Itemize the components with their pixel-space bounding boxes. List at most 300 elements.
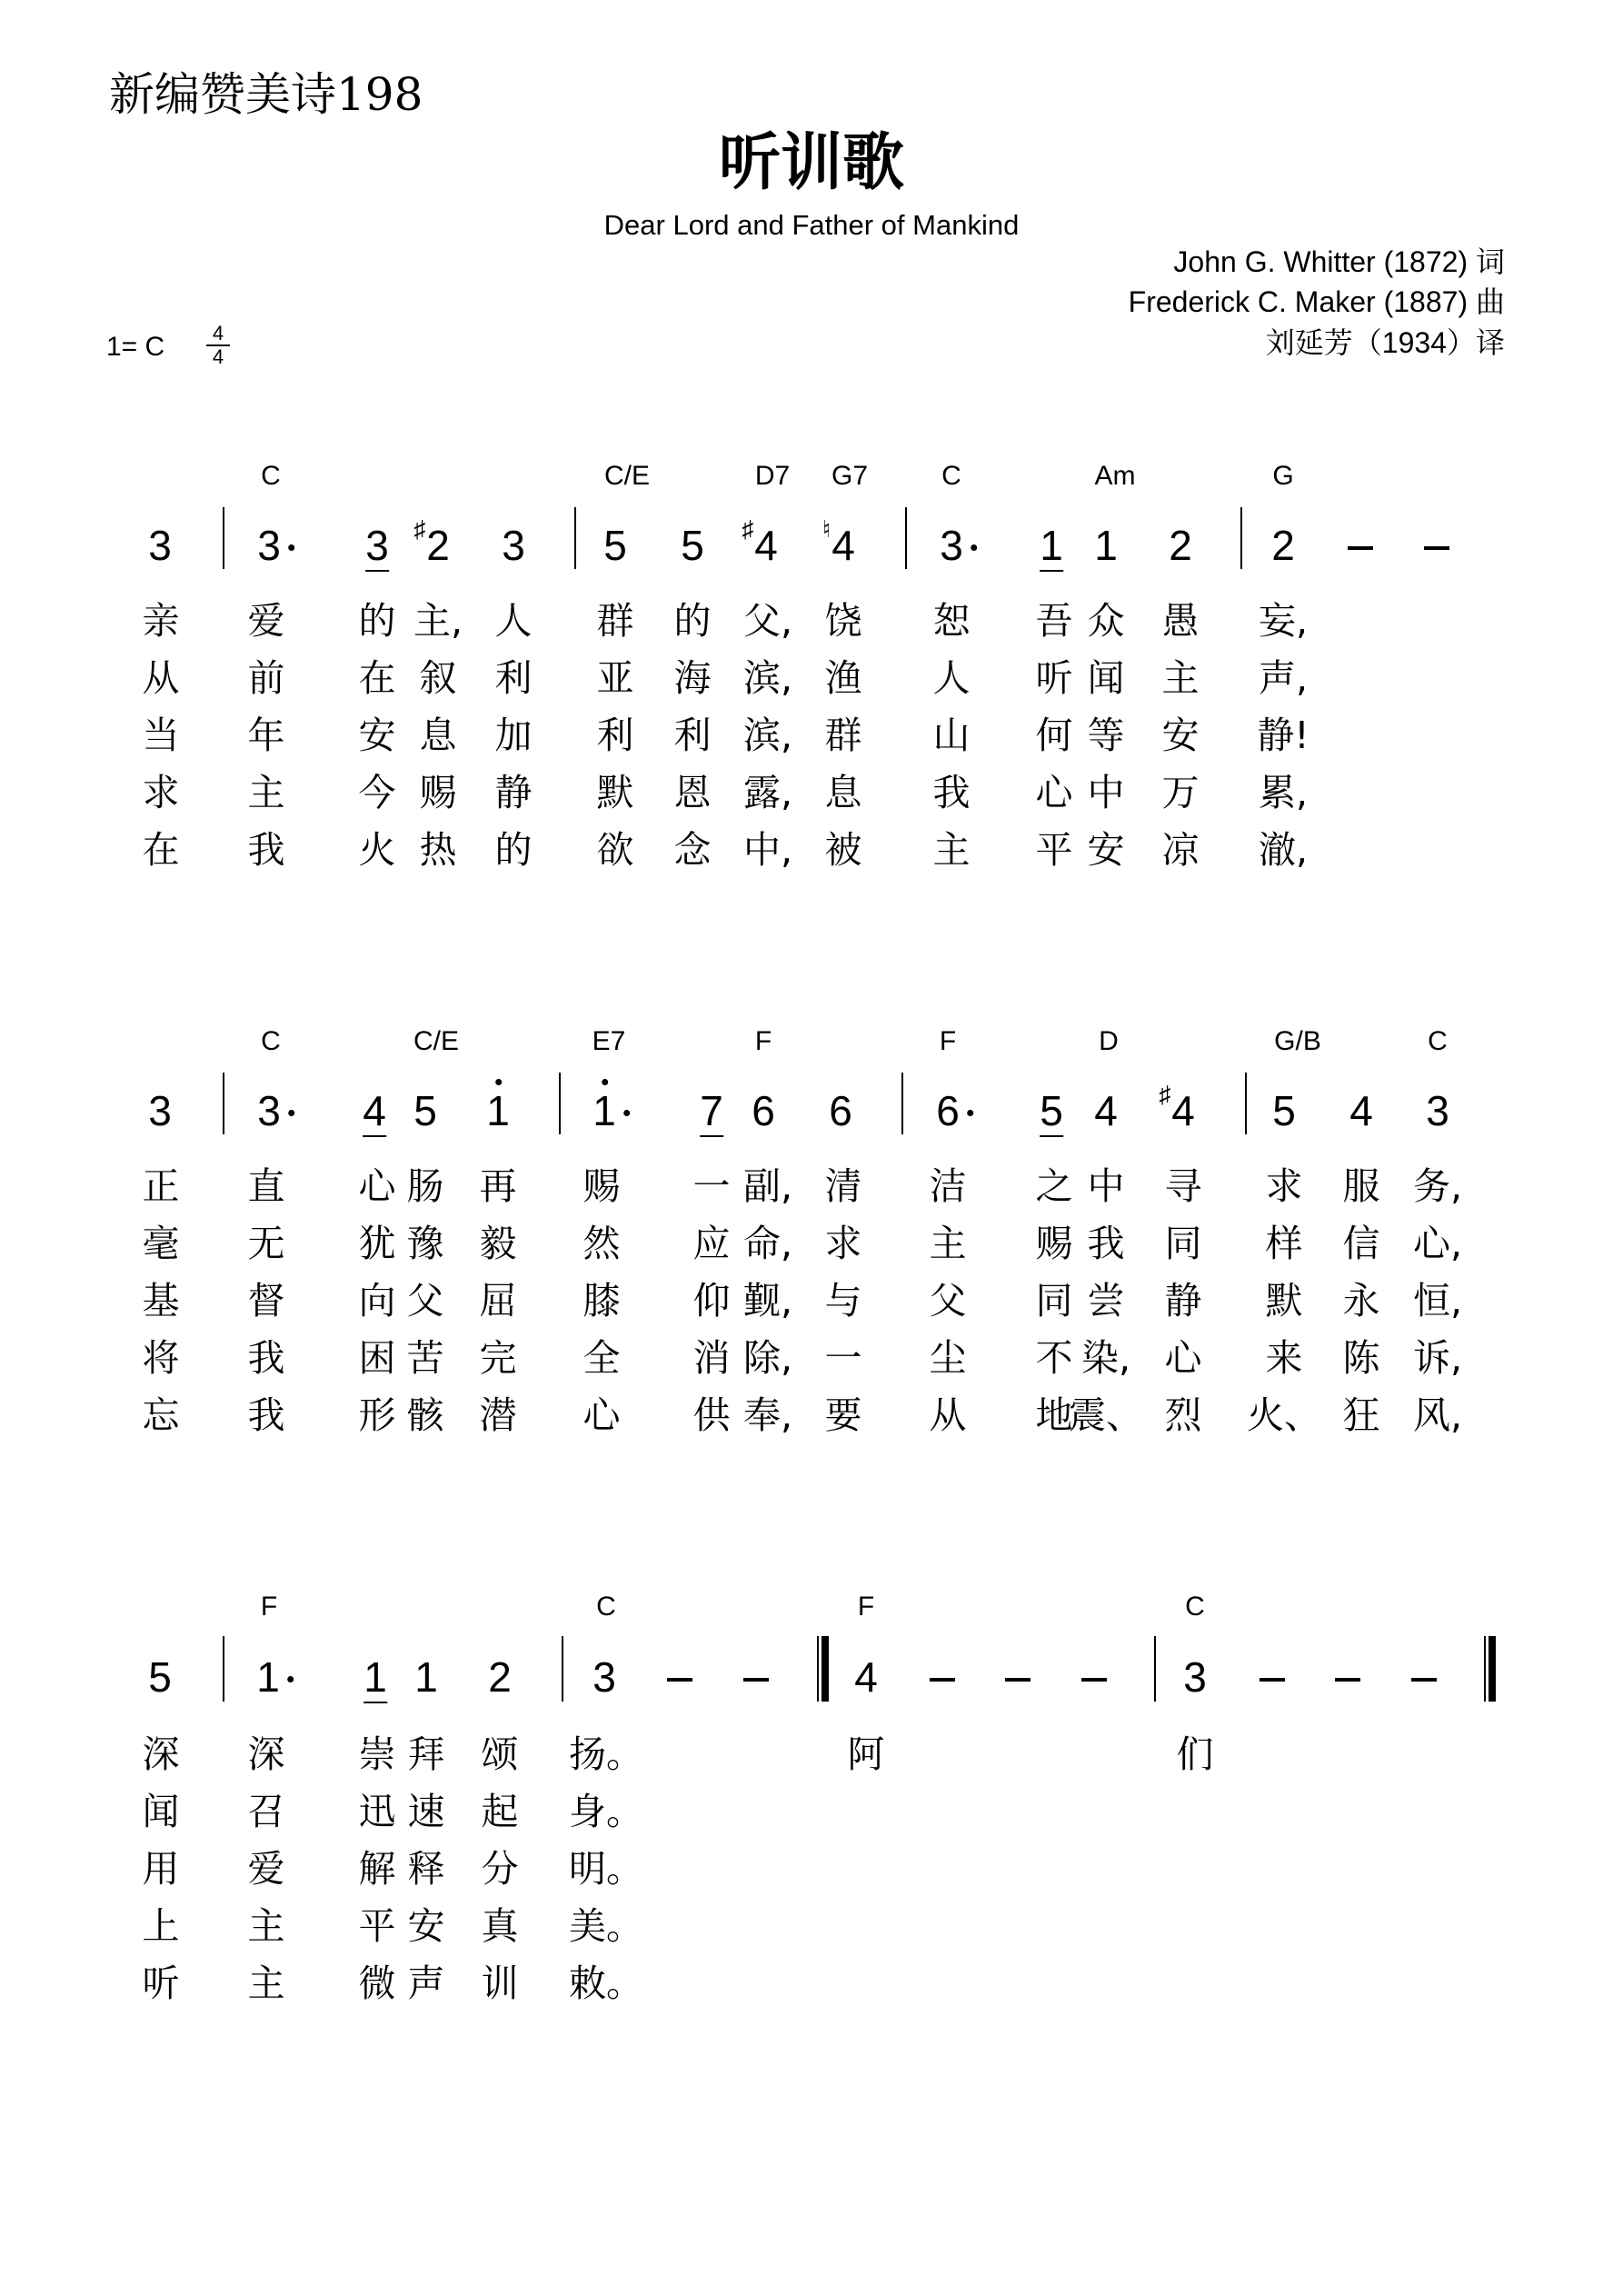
sharp-icon: ♯ (413, 515, 426, 543)
note-digit: 2 (1271, 522, 1295, 569)
lyric-syllable: 寻 (1164, 1164, 1202, 1208)
lyric-syllable: 父, (742, 599, 793, 643)
lyric-syllable: 的 (494, 828, 533, 872)
sharp-icon: ♯ (1159, 1081, 1171, 1108)
lyric-syllable: 风, (1412, 1393, 1463, 1437)
lyric-syllable: 人 (932, 656, 971, 700)
note (681, 523, 704, 568)
amen-syllable: 们 (1176, 1732, 1214, 1776)
lyric-syllable: 求 (824, 1222, 862, 1265)
barline (905, 507, 907, 569)
note (1183, 1654, 1207, 1700)
lyric-syllable: 一 (824, 1336, 862, 1380)
lyric-syllable: 速 (407, 1790, 445, 1833)
final-barline-thin (1484, 1636, 1486, 1702)
lyric-syllable: 听 (142, 1962, 180, 2005)
time-signature (206, 324, 230, 367)
lyric-syllable: 山 (932, 714, 971, 757)
note (414, 1654, 438, 1700)
lyric-syllable: 地 (1035, 1393, 1073, 1437)
barline (223, 507, 224, 569)
extension-dash (1335, 1678, 1360, 1682)
eighth-underline (363, 1135, 386, 1137)
lyric-syllable: 在 (142, 828, 180, 872)
extension-dash (1081, 1678, 1107, 1682)
lyric-syllable: 求 (1265, 1164, 1303, 1208)
natural-icon: ♮ (821, 515, 831, 543)
note (936, 1088, 960, 1133)
lyric-syllable: 我 (1087, 1222, 1125, 1265)
lyric-syllable: 滨, (742, 714, 793, 757)
lyric-syllable: 颂 (481, 1732, 519, 1776)
note-digit: 4 (1349, 1087, 1373, 1134)
lyric-syllable: 群 (596, 599, 634, 643)
note-digit: 5 (1272, 1087, 1296, 1134)
note-digit: 3 (365, 523, 389, 568)
lyric-syllable: 身。 (569, 1790, 643, 1833)
barline (574, 507, 576, 569)
note (829, 1088, 852, 1133)
lyric-syllable: 屈 (479, 1279, 517, 1323)
lyric-syllable: 从 (142, 656, 180, 700)
lyric-syllable: 尘 (929, 1336, 967, 1380)
lyric-syllable: 前 (247, 656, 285, 700)
lyric-syllable: 供 (692, 1393, 731, 1437)
lyric-syllable: 主 (932, 828, 971, 872)
lyric-syllable: 督 (247, 1279, 285, 1323)
sharp-icon: ♯ (742, 515, 754, 543)
lyric-syllable: 毫 (142, 1222, 180, 1265)
note-digit: 3 (1183, 1653, 1207, 1701)
note-digit: 3 (257, 523, 281, 568)
chord-symbol: F (754, 1026, 772, 1056)
lyric-syllable: 滨, (742, 656, 793, 700)
eighth-underline (1040, 570, 1063, 572)
note-digit: 3 (148, 522, 172, 569)
lyric-syllable: 主 (247, 1904, 285, 1948)
note-digit: 5 (603, 522, 627, 569)
lyric-syllable: 吾 (1035, 599, 1073, 643)
note (1094, 523, 1118, 568)
lyric-syllable: 永 (1342, 1279, 1380, 1323)
lyric-syllable: 赐 (419, 771, 457, 814)
lyric-syllable: 觐, (742, 1279, 793, 1323)
lyric-syllable: 愚 (1161, 599, 1200, 643)
lyric-syllable: 等 (1087, 714, 1125, 757)
lyric-syllable: 除, (742, 1336, 793, 1380)
note-digit: 3 (940, 523, 963, 568)
lyric-syllable: 然 (582, 1222, 621, 1265)
lyric-syllable: 尝 (1087, 1279, 1125, 1323)
chord-symbol: F (939, 1026, 957, 1056)
note (363, 1088, 386, 1133)
lyric-syllable: 明。 (569, 1847, 643, 1891)
lyric-syllable: 被 (824, 828, 862, 872)
note-digit: 1 (486, 1088, 510, 1133)
lyric-syllable: 年 (247, 714, 285, 757)
barline (223, 1636, 224, 1702)
lyric-syllable: 迅 (358, 1790, 396, 1833)
double-barline-thick (821, 1636, 829, 1702)
lyric-syllable: 诉, (1412, 1336, 1463, 1380)
note (603, 523, 627, 568)
lyric-syllable: 恕 (932, 599, 971, 643)
note (486, 1088, 510, 1133)
lyric-syllable: 静 (1164, 1279, 1202, 1323)
extension-dash (1348, 546, 1373, 550)
lyric-syllable: 狂 (1342, 1393, 1380, 1437)
augmentation-dot-icon (288, 1110, 294, 1116)
time-bottom: 4 (212, 345, 224, 368)
lyric-syllable: 用 (142, 1847, 180, 1891)
lyric-syllable: 膝 (582, 1279, 621, 1323)
note (700, 1088, 723, 1133)
extension-dash (743, 1678, 769, 1682)
note-digit: 1 (363, 1654, 387, 1700)
note (742, 515, 778, 569)
translator-credit: 刘延芳（1934）译 (1265, 326, 1505, 359)
lyric-syllable: 上 (142, 1904, 180, 1948)
lyric-syllable: 念 (673, 828, 712, 872)
barline (901, 1073, 903, 1134)
lyric-syllable: 心 (358, 1164, 396, 1208)
key-signature (106, 322, 224, 368)
lyric-syllable: 我 (247, 1393, 285, 1437)
note (1040, 1088, 1063, 1133)
note-digit: 1 (1094, 522, 1118, 569)
note (592, 1088, 616, 1133)
lyric-syllable: 样 (1265, 1222, 1303, 1265)
lyric-syllable: 利 (673, 714, 712, 757)
note (1272, 1088, 1296, 1133)
lyric-syllable: 中 (1087, 771, 1125, 814)
lyric-syllable: 务, (1412, 1164, 1463, 1208)
lyric-syllable: 染, (1080, 1336, 1131, 1380)
lyric-syllable: 心, (1412, 1222, 1463, 1265)
chord-symbol: Am (1094, 461, 1136, 491)
note-digit: 5 (148, 1653, 172, 1701)
lyric-syllable: 叙 (419, 656, 457, 700)
lyric-syllable: 从 (929, 1393, 967, 1437)
lyric-syllable: 的 (673, 599, 712, 643)
lyric-syllable: 声, (1258, 656, 1309, 700)
note (940, 523, 963, 568)
lyric-syllable: 潜 (479, 1393, 517, 1437)
note (1159, 1081, 1195, 1134)
double-barline-thin (817, 1636, 819, 1702)
lyric-syllable: 默 (1265, 1279, 1303, 1323)
lyric-syllable: 平 (358, 1904, 396, 1948)
lyric-syllable: 之 (1035, 1164, 1073, 1208)
lyric-syllable: 敕。 (569, 1962, 643, 2005)
chord-symbol: C/E (413, 1026, 460, 1056)
note (148, 1088, 172, 1133)
lyric-syllable: 声 (407, 1962, 445, 2005)
lyric-syllable: 来 (1265, 1336, 1303, 1380)
lyric-syllable: 将 (142, 1336, 180, 1380)
note-digit: 1 (256, 1654, 280, 1700)
lyric-syllable: 形 (358, 1393, 396, 1437)
lyric-syllable: 微 (358, 1962, 396, 2005)
lyric-syllable: 渔 (824, 656, 862, 700)
note (363, 1654, 387, 1700)
barline (1154, 1636, 1156, 1702)
octave-up-dot-icon (495, 1079, 502, 1085)
note-digit: 7 (700, 1088, 723, 1133)
chord-symbol: C (1428, 1026, 1448, 1056)
lyric-syllable: 正 (142, 1164, 180, 1208)
lyric-syllable: 犹 (358, 1222, 396, 1265)
lyric-syllable: 父 (929, 1279, 967, 1323)
note-digit: 4 ♮ (821, 515, 855, 569)
lyric-syllable: 心 (1164, 1336, 1202, 1380)
lyric-syllable: 我 (932, 771, 971, 814)
lyric-syllable: 服 (1342, 1164, 1380, 1208)
chord-symbol: F (857, 1592, 875, 1622)
lyric-syllable: 信 (1342, 1222, 1380, 1265)
lyric-syllable: 苦 (406, 1336, 444, 1380)
eighth-underline (1040, 1135, 1063, 1137)
chord-symbol: G/B (1274, 1026, 1321, 1056)
barline (1245, 1073, 1247, 1134)
lyric-syllable: 加 (494, 714, 533, 757)
lyric-syllable: 今 (358, 771, 396, 814)
note (148, 1654, 172, 1700)
note (257, 1088, 281, 1133)
lyric-syllable: 消 (692, 1336, 731, 1380)
lyric-syllable: 深 (247, 1732, 285, 1776)
lyric-syllable: 同 (1035, 1279, 1073, 1323)
lyric-syllable: 要 (824, 1393, 862, 1437)
lyric-syllable: 拜 (407, 1732, 445, 1776)
note-digit: 3 (592, 1653, 616, 1701)
lyric-syllable: 完 (479, 1336, 517, 1380)
lyric-syllable: 震、 (1069, 1393, 1143, 1437)
lyric-syllable: 向 (358, 1279, 396, 1323)
note-digit: 3 (148, 1087, 172, 1134)
lyric-syllable: 静! (1257, 714, 1309, 757)
lyric-syllable: 群 (824, 714, 862, 757)
lyric-syllable: 饶 (824, 599, 862, 643)
extension-dash (1411, 1678, 1437, 1682)
lyric-syllable: 主 (247, 1962, 285, 2005)
note-digit: 6 (936, 1088, 960, 1133)
lyric-syllable: 求 (142, 771, 180, 814)
note (592, 1654, 616, 1700)
lyric-syllable: 再 (479, 1164, 517, 1208)
octave-up-dot-icon (602, 1079, 608, 1085)
lyric-syllable: 安 (1161, 714, 1200, 757)
lyric-syllable: 肠 (406, 1164, 444, 1208)
chord-symbol: C/E (603, 461, 651, 491)
barline (559, 1073, 561, 1134)
english-subtitle: Dear Lord and Father of Mankind (603, 209, 1020, 241)
note (256, 1654, 280, 1700)
lyric-syllable: 妄, (1258, 599, 1309, 643)
lyric-syllable: 亲 (142, 599, 180, 643)
extension-dash (1260, 1678, 1285, 1682)
lyric-syllable: 闻 (142, 1790, 180, 1833)
lyric-syllable: 安 (358, 714, 396, 757)
note-digit: 4 (363, 1088, 386, 1133)
note (257, 523, 281, 568)
lyric-syllable: 不 (1035, 1336, 1073, 1380)
augmentation-dot-icon (623, 1110, 630, 1116)
note (1349, 1088, 1373, 1133)
lyric-syllable: 陈 (1342, 1336, 1380, 1380)
note-digit: 1 (414, 1653, 438, 1701)
lyric-syllable: 凉 (1161, 828, 1200, 872)
lyric-syllable: 息 (824, 771, 862, 814)
lyric-syllable: 主 (247, 771, 285, 814)
hymnal-number: 新编赞美诗198 (109, 68, 423, 121)
lyric-syllable: 困 (358, 1336, 396, 1380)
note (148, 523, 172, 568)
lyric-syllable: 亚 (596, 656, 634, 700)
augmentation-dot-icon (971, 544, 977, 551)
eighth-underline (700, 1135, 723, 1137)
lyric-syllable: 闻 (1087, 656, 1125, 700)
composer-credit: Frederick C. Maker (1887) 曲 (1128, 285, 1505, 318)
lyric-syllable: 人 (494, 599, 533, 643)
lyric-syllable: 全 (582, 1336, 621, 1380)
chord-symbol: E7 (592, 1026, 626, 1056)
note (1271, 523, 1295, 568)
note (752, 1088, 775, 1133)
lyric-syllable: 烈 (1164, 1393, 1202, 1437)
lyric-syllable: 清 (824, 1164, 862, 1208)
note-digit: 5 (681, 522, 704, 569)
lyric-syllable: 万 (1161, 771, 1200, 814)
lyric-syllable: 主 (1161, 656, 1200, 700)
lyric-syllable: 露, (742, 771, 793, 814)
lyric-syllable: 火 (358, 828, 396, 872)
note-digit: 1 (592, 1088, 616, 1133)
note-digit: 5 (413, 1087, 437, 1134)
chord-symbol: D7 (754, 461, 791, 491)
note (413, 1088, 437, 1133)
final-barline-thick (1489, 1636, 1496, 1702)
lyric-syllable: 平 (1035, 828, 1073, 872)
note (365, 523, 389, 568)
note-digit: 3 (1426, 1087, 1449, 1134)
lyric-syllable: 安 (1087, 828, 1125, 872)
lyric-syllable: 中, (742, 828, 793, 872)
note (488, 1654, 512, 1700)
note-digit: 2 (1169, 522, 1192, 569)
barline (562, 1636, 563, 1702)
eighth-underline (363, 1702, 387, 1703)
eighth-underline (365, 570, 389, 572)
chord-symbol: C (261, 1026, 281, 1056)
extension-dash (1424, 546, 1449, 550)
lyric-syllable: 奉, (742, 1393, 793, 1437)
lyric-syllable: 澈, (1258, 828, 1309, 872)
augmentation-dot-icon (967, 1110, 973, 1116)
augmentation-dot-icon (288, 544, 294, 551)
chord-symbol: F (260, 1592, 278, 1622)
chord-symbol: G (1272, 461, 1294, 491)
time-top: 4 (212, 322, 224, 344)
lyric-syllable: 赐 (1035, 1222, 1073, 1265)
lyric-syllable: 赐 (582, 1164, 621, 1208)
note (1094, 1088, 1118, 1133)
lyric-syllable: 听 (1035, 656, 1073, 700)
note (1169, 523, 1192, 568)
lyric-syllable: 累, (1258, 771, 1309, 814)
note-digit: 4 ♯ (742, 515, 778, 569)
lyric-syllable: 深 (142, 1732, 180, 1776)
note-digit: 6 (752, 1087, 775, 1134)
lyric-syllable: 忘 (142, 1393, 180, 1437)
lyric-syllable: 直 (247, 1164, 285, 1208)
lyric-syllable: 同 (1164, 1222, 1202, 1265)
lyric-syllable: 当 (142, 714, 180, 757)
note-digit: 4 ♯ (1159, 1081, 1195, 1134)
note-digit: 3 (502, 522, 525, 569)
lyric-syllable: 欲 (596, 828, 634, 872)
key-label: 1= C (106, 332, 165, 362)
lyric-syllable: 真 (481, 1904, 519, 1948)
barline (1240, 507, 1242, 569)
augmentation-dot-icon (287, 1676, 294, 1682)
note (821, 515, 855, 569)
lyric-syllable: 静 (494, 771, 533, 814)
lyric-syllable: 基 (142, 1279, 180, 1323)
note (1426, 1088, 1449, 1133)
chord-symbol: C (941, 461, 961, 491)
lyric-syllable: 爱 (247, 1847, 285, 1891)
lyric-syllable: 崇 (358, 1732, 396, 1776)
extension-dash (667, 1678, 692, 1682)
extension-dash (1005, 1678, 1031, 1682)
lyric-syllable: 训 (481, 1962, 519, 2005)
note-digit: 4 (1094, 1087, 1118, 1134)
lyric-syllable: 众 (1087, 599, 1125, 643)
page-title: 听训歌 (718, 127, 904, 199)
lyric-syllable: 扬。 (569, 1732, 643, 1776)
lyric-syllable: 火、 (1247, 1393, 1321, 1437)
lyric-syllable: 一 (692, 1164, 731, 1208)
note (854, 1654, 878, 1700)
amen-syllable: 阿 (847, 1732, 885, 1776)
lyric-syllable: 恩 (673, 771, 712, 814)
lyric-syllable: 我 (247, 1336, 285, 1380)
lyric-syllable: 爱 (247, 599, 285, 643)
lyric-syllable: 在 (358, 656, 396, 700)
lyric-syllable: 主, (413, 599, 463, 643)
chord-symbol: C (261, 461, 281, 491)
note-digit: 3 (257, 1088, 281, 1133)
lyric-syllable: 应 (692, 1222, 731, 1265)
lyric-syllable: 我 (247, 828, 285, 872)
lyric-syllable: 心 (1035, 771, 1073, 814)
lyric-syllable: 美。 (569, 1904, 643, 1948)
lyric-syllable: 起 (481, 1790, 519, 1833)
note-digit: 5 (1040, 1088, 1063, 1133)
lyric-syllable: 骸 (406, 1393, 444, 1437)
note-digit: 4 (854, 1653, 878, 1701)
extension-dash (930, 1678, 955, 1682)
lyric-syllable: 默 (596, 771, 634, 814)
lyric-syllable: 利 (494, 656, 533, 700)
lyric-syllable: 释 (407, 1847, 445, 1891)
barline (223, 1073, 224, 1134)
note-digit: 1 (1040, 523, 1063, 568)
lyric-syllable: 命, (742, 1222, 793, 1265)
note-digit: 2 (488, 1653, 512, 1701)
lyricist-credit: John G. Whitter (1872) 词 (1173, 245, 1505, 278)
